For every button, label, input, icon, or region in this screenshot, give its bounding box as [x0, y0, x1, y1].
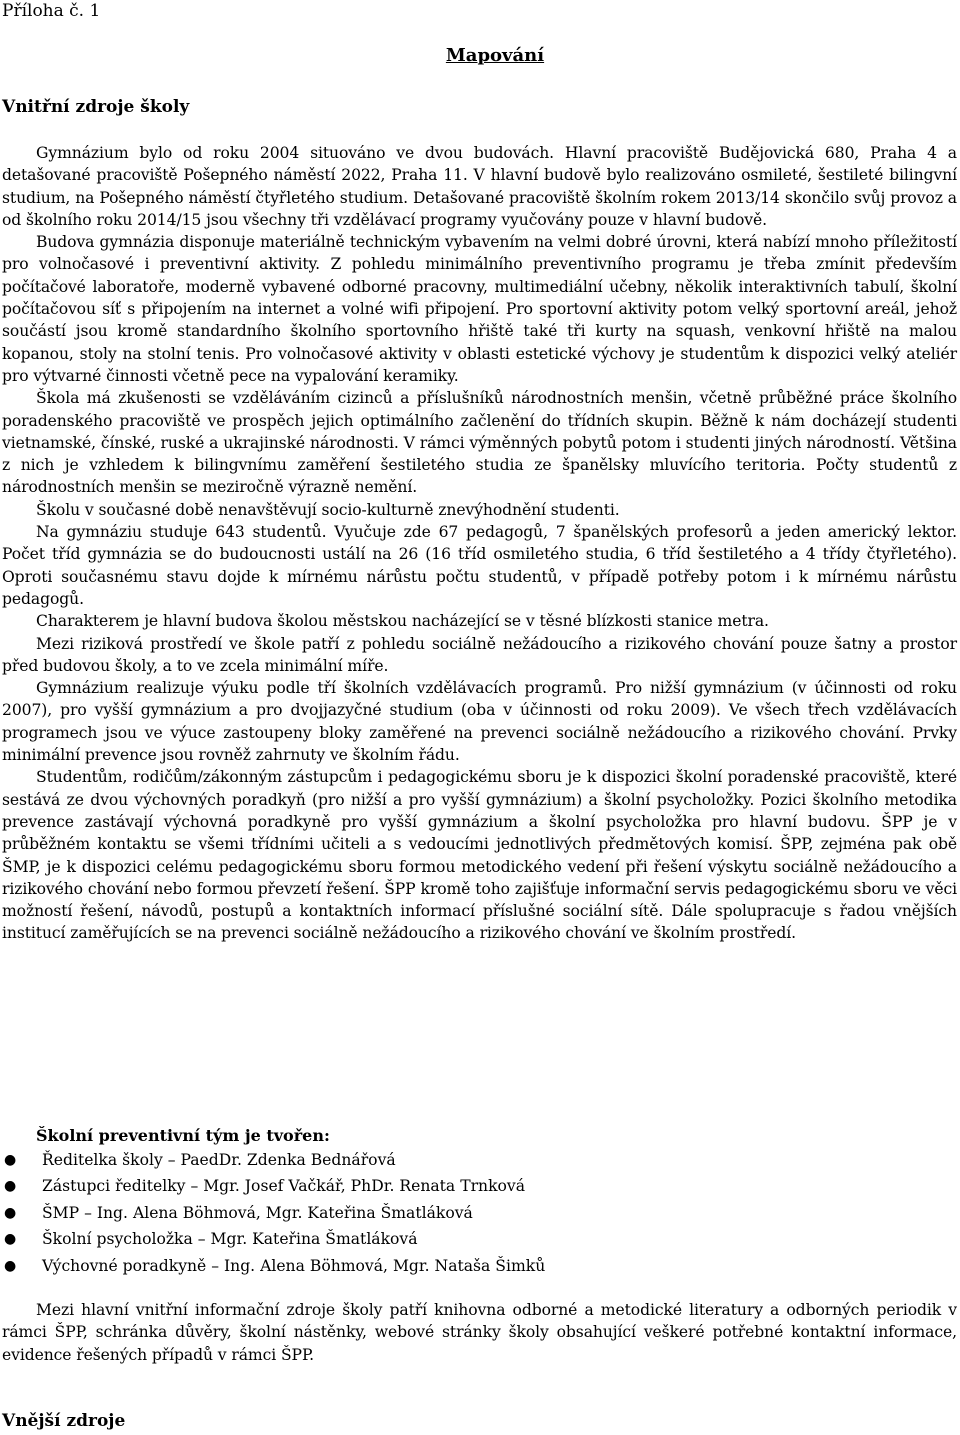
list-item — [0, 1253, 940, 1279]
paragraph-disadvantaged: Školu v současné době nenavštěvují socio-kulturně znevýhodnění studenti. — [36, 500, 620, 519]
paragraph-location: Charakterem je hlavní budova školou městskou nacházející se v těsné blízkosti stanice metra. — [36, 612, 769, 631]
list-item — [0, 1173, 940, 1199]
paragraph-foreigners: Škola má zkušenosti se vzděláváním cizinců a příslušníků národnostních menšin, včetně průběžné práce školního poradenského pracoviště ve prospěch jejich optimálního začlenění do třídních skupin. Běžně k nám docházejí studenti vietnamské, čínské, ruské a ukrajinské národnosti. V rámci výměnných pobytů potom i studenti jiných národností. Většina z nich je vzhledem k bilingvnímu zaměření šestiletého studia ze španělsky mluvícího teritoria. Počty studentů z národnostních menšin se meziročně výrazně nemění. — [2, 389, 957, 497]
team-member: Školní psycholožka – Mgr. Kateřina Šmatláková — [42, 1230, 418, 1249]
paragraph-statistics: Na gymnáziu studuje 643 studentů. Vyučuje zde 67 pedagogů, 7 španělských profesorů a jeden americký lektor. Počet tříd gymnázia se do budoucnosti ustálí na 26 (16 tříd osmiletého studia, 6 tříd šestiletého a 4 třídy čtyřletého). Oproti současnému stavu dojde k mírnému nárůstu počtu studentů, v případě potřeby potom i k mírnému nárůstu pedagogů. — [2, 523, 957, 608]
paragraph-risk-areas: Mezi riziková prostředí ve škole patří z pohledu sociálně nežádoucího a rizikového chování pouze šatny a prostor před budovou školy, a to ve zcela minimální míře. — [2, 634, 957, 675]
attachment-label: Příloha č. 1 — [2, 1, 101, 21]
paragraph-information-sources: Mezi hlavní vnitřní informační zdroje školy patří knihovna odborné a metodické literatury a odborných periodik v rámci ŠPP, schránka důvěry, školní nástěnky, webové stránky školy obsahující veškeré potřebné kontaktní informace, evidence řešených případů v rámci ŠPP. — [2, 1301, 957, 1364]
page-title: Mapování — [445, 45, 545, 66]
paragraph-equipment: Budova gymnázia disponuje materiálně technickým vybavením na velmi dobré úrovni, která nabízí mnoho příležitostí pro volnočasové i preventivní aktivity. Z pohledu minimálního preventivního programu je třeba zmínit především počítačové laboratoře, moderně vybavené odborné pracovny, multimediální učebny, několik interaktivních tabulí, školní počítačovou síť s připojením na internet a volné wifi připojení. Pro sportovní aktivity potom velký sportovní areál, jehož součástí jsou kromě standardního školního sportovního hřiště také tři kurty na squash, venkovní hřiště na malou kopanou, stoly na stolní tenis. Pro volnočasové aktivity v oblasti estetické výchovy je studentům k dispozici velký ateliér pro výtvarné činnosti včetně pece na vypalování keramiky. — [2, 233, 957, 385]
bullet-icon: ● — [4, 1152, 17, 1168]
team-member: Zástupci ředitelky – Mgr. Josef Vačkář, PhDr. Renata Trnková — [42, 1177, 526, 1196]
bullet-icon: ● — [4, 1231, 17, 1248]
list-item — [0, 1200, 940, 1226]
body-text — [2, 142, 957, 945]
team-list — [0, 1147, 940, 1279]
section-heading-internal: Vnitřní zdroje školy — [2, 97, 190, 117]
paragraph-counseling: Studentům, rodičům/zákonným zástupcům i pedagogickému sboru je k dispozici školní poradenské pracoviště, které sestává ze dvou výchovných poradkyň (pro nižší a pro vyšší gymnázium) a školní psycholožky. Pozici školního metodika prevence zastávají výchovná poradkyně pro vyšší gymnázium a školní psycholožka pro hlavní budovu. ŠPP je v průběžném kontaktu se všemi třídními učiteli a s vedoucími jednotlivých předmětových komisí. ŠPP, zejména pak obě ŠMP, je k dispozici celému pedagogickému sboru formou metodického vedení při řešení výskytu sociálně nežádoucího a rizikového chování nebo formou převzetí řešení. ŠPP kromě toho zajišťuje informační servis pedagogickému sboru ve věci možností řešení, návodů, postupů a kontaktních informací příslušné sociální sítě. Dále spolupracuje s řadou vnějších institucí zaměřujících se na prevenci sociálně nežádoucího a rizikového chování ve školním prostředí. — [2, 768, 957, 943]
team-member: Výchovné poradkyně – Ing. Alena Böhmová, Mgr. Nataša Šimků — [42, 1256, 546, 1275]
list-item — [0, 1147, 940, 1173]
sources-text — [2, 1299, 957, 1366]
list-item — [0, 1226, 940, 1252]
bullet-icon: ● — [4, 1204, 17, 1221]
team-heading: Školní preventivní tým je tvořen: — [36, 1126, 330, 1145]
paragraph-programs: Gymnázium realizuje výuku podle tří školních vzdělávacích programů. Pro nižší gymnázium (v účinnosti od roku 2007), pro vyšší gymnázium a pro dvojjazyčné studium (oba v účinnosti od roku 2009). Ve všech třech vzdělávacích programech jsou ve výuce zastoupeny bloky zaměřené na prevenci sociálně nežádoucího a rizikového chování. Prvky minimální prevence jsou rovněž zahrnuty ve školním řádu. — [2, 679, 957, 765]
bullet-icon: ● — [4, 1178, 17, 1195]
bullet-icon: ● — [4, 1257, 17, 1274]
section-heading-external: Vnější zdroje — [2, 1411, 126, 1431]
paragraph-buildings: Gymnázium bylo od roku 2004 situováno ve dvou budovách. Hlavní pracoviště Budějovická 680, Praha 4 a detašované pracoviště Pošepného náměstí 2022, Praha 11. V hlavní budově bylo realizováno osmileté, šestileté bilingvní studium, na Pošepného náměstí čtyřletého studium. Detašované pracoviště školním rokem 2013/14 skončilo svůj provoz a od školního roku 2014/15 jsou všechny tři vzdělávací programy vyučovány pouze v hlavní budově. — [2, 144, 957, 229]
team-member: ŠMP – Ing. Alena Böhmová, Mgr. Kateřina Šmatláková — [42, 1203, 473, 1222]
team-member: Ředitelka školy – PaedDr. Zdenka Bednářová — [42, 1151, 396, 1169]
